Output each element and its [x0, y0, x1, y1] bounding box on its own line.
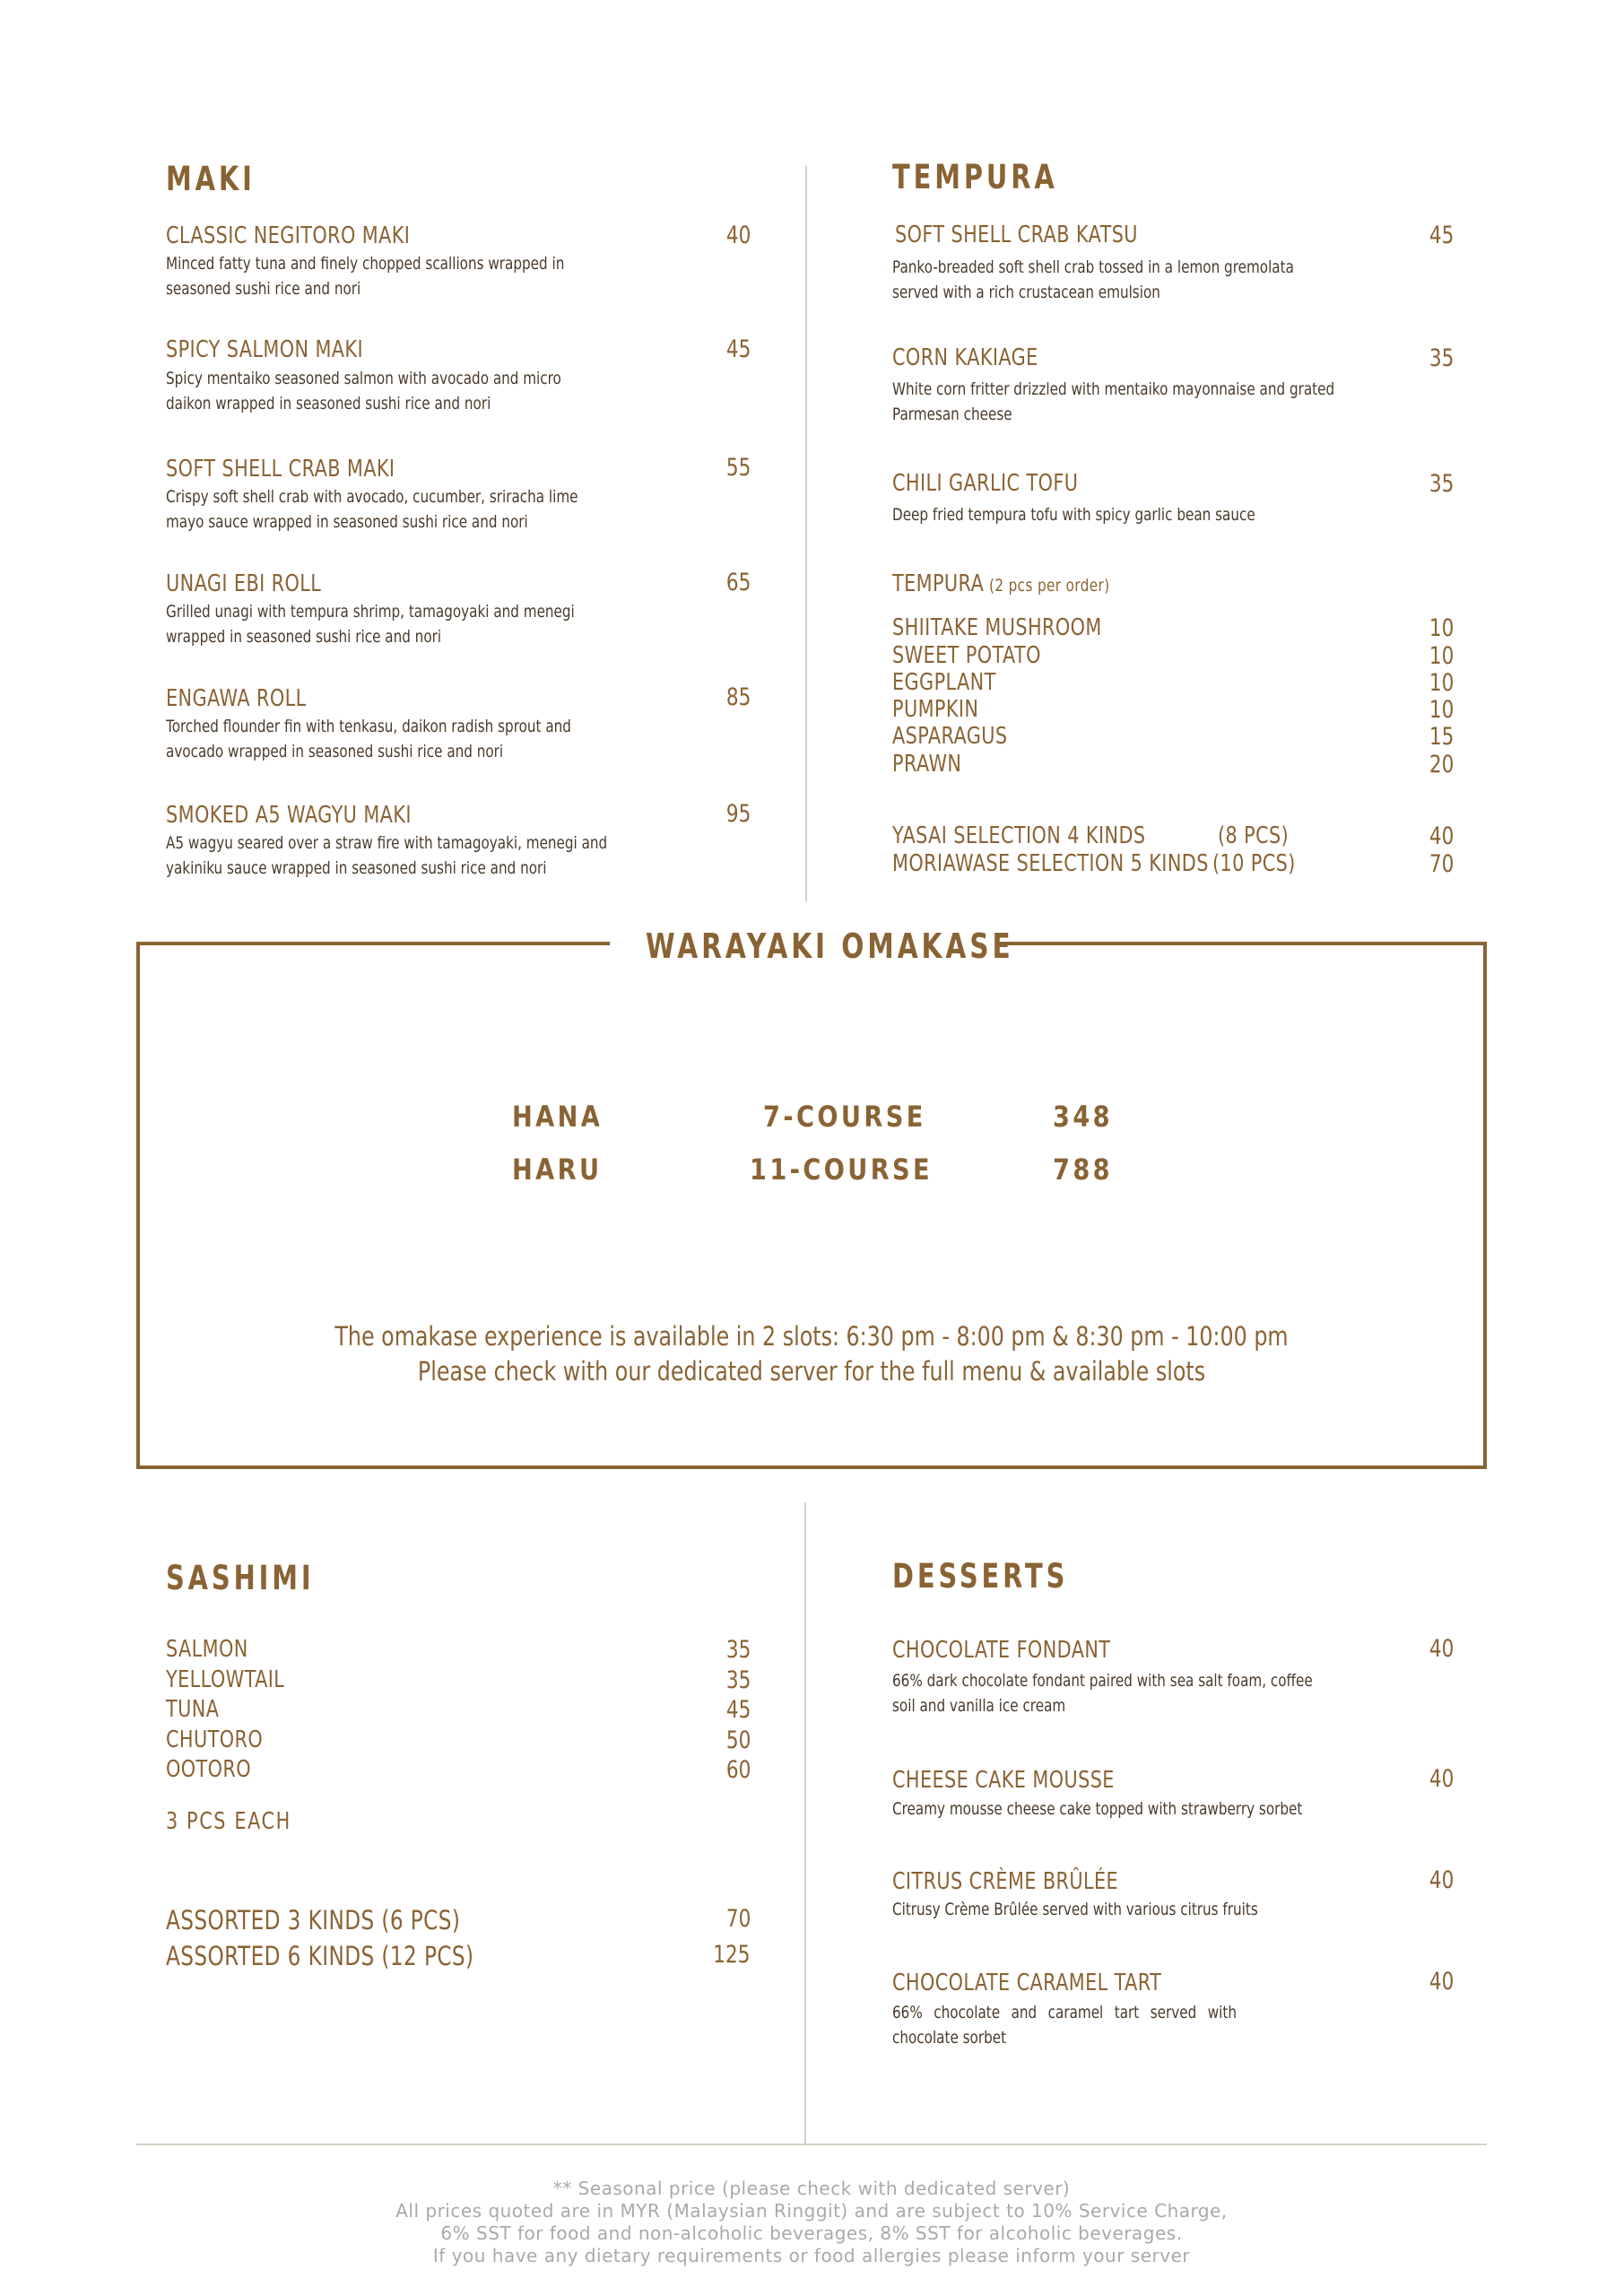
footer-seasonal-note: ** Seasonal price (please check with dedicated server) [552, 2178, 1071, 2199]
tempura-subsection-title [892, 570, 1140, 597]
omakase-note-slots: The omakase experience is available in 2 slots: 6:30 pm - 8:00 pm & 8:30 pm - 10:00 pm [334, 1321, 1289, 1352]
footer-allergy-note: If you have any dietary requirements or food allergies please inform your server [432, 2245, 1191, 2266]
maki-item-name: CLASSIC NEGITORO MAKI [166, 222, 411, 249]
maki-heading: MAKI [166, 160, 256, 198]
maki-item-description: A5 wagyu seared over a straw fire with tamagoyaki, menegi and yakiniku sauce wrapped in seasoned sushi rice and nori [166, 833, 608, 878]
tempura-set-pcs: (10 PCS) [1212, 850, 1296, 877]
tempura-item-name: CHILI GARLIC TOFU [892, 470, 1079, 497]
dessert-item-name: CHOCOLATE CARAMEL TART [892, 1970, 1162, 1996]
tempura-veg-price: 10 [1429, 614, 1454, 642]
tempura-subtitle: TEMPURA [892, 570, 985, 597]
bottom-column-divider [804, 1502, 806, 2144]
maki-item-description: Torched flounder fin with tenkasu, daikon radish sprout and avocado wrapped in seasoned sushi rice and nori [166, 717, 571, 761]
tempura-veg-name: ASPARAGUS [892, 723, 1008, 750]
sashimi-item-name: YELLOWTAIL [166, 1666, 285, 1693]
tempura-subtitle-note: (2 pcs per order) [989, 576, 1110, 596]
omakase-row-price: 348 [1053, 1100, 1113, 1134]
tempura-veg-name: SHIITAKE MUSHROOM [892, 614, 1102, 641]
maki-item-price: 55 [725, 454, 751, 482]
omakase-row-name: HARU [512, 1152, 603, 1187]
sashimi-item-price: 45 [725, 1696, 751, 1724]
maki-item-description: Spicy mentaiko seasoned salmon with avocado and micro daikon wrapped in seasoned sushi rice and nori [166, 369, 561, 413]
maki-item-description: Crispy soft shell crab with avocado, cucumber, sriracha lime mayo sauce wrapped in seasoned sushi rice and nori [166, 487, 578, 532]
sashimi-assorted-name: ASSORTED 3 KINDS (6 PCS) [166, 1905, 461, 1935]
dessert-item-price: 40 [1429, 1968, 1454, 1996]
dessert-item-price: 40 [1429, 1765, 1454, 1793]
dessert-item-name: CITRUS CRÈME BRÛLÉE [892, 1868, 1119, 1895]
omakase-row-name: HANA [512, 1100, 604, 1134]
tempura-veg-price: 20 [1429, 751, 1454, 778]
sashimi-assorted-name: ASSORTED 6 KINDS (12 PCS) [166, 1941, 474, 1971]
tempura-veg-name: PUMPKIN [892, 696, 979, 723]
tempura-heading: TEMPURA [892, 158, 1058, 196]
dessert-item-description: 66% chocolate and caramel tart served with chocolate sorbet [892, 2003, 1237, 2048]
omakase-row-course: 7-COURSE [763, 1100, 926, 1134]
maki-item-price: 65 [725, 569, 751, 596]
tempura-veg-name: PRAWN [892, 751, 962, 778]
footer-sst-note: 6% SST for food and non-alcoholic beverages, 8% SST for alcoholic beverages. [440, 2222, 1183, 2244]
maki-item-price: 85 [725, 683, 751, 711]
sashimi-item-price: 60 [725, 1756, 751, 1784]
omakase-box [136, 942, 1487, 1469]
desserts-heading: DESSERTS [892, 1557, 1069, 1596]
sashimi-each-note: 3 PCS EACH [166, 1808, 291, 1835]
maki-item-price: 40 [725, 222, 751, 249]
dessert-item-price: 40 [1429, 1866, 1454, 1894]
maki-item-description: Minced fatty tuna and finely chopped scallions wrapped in seasoned sushi rice and nori [166, 254, 565, 299]
tempura-item-description: Deep fried tempura tofu with spicy garlic bean sauce [892, 505, 1255, 525]
tempura-item-price: 45 [1429, 222, 1454, 249]
sashimi-heading: SASHIMI [166, 1559, 315, 1597]
tempura-veg-name: EGGPLANT [892, 669, 996, 696]
footer-price-note: All prices quoted are in MYR (Malaysian Ringgit) and are subject to 10% Service Charge, [395, 2200, 1228, 2222]
sashimi-assorted-price: 125 [713, 1941, 751, 1969]
maki-item-name: SOFT SHELL CRAB MAKI [166, 456, 395, 483]
tempura-veg-price: 10 [1429, 669, 1454, 697]
dessert-item-price: 40 [1429, 1635, 1454, 1663]
maki-item-name: UNAGI EBI ROLL [166, 570, 322, 597]
tempura-item-price: 35 [1429, 470, 1454, 498]
tempura-veg-name: SWEET POTATO [892, 642, 1041, 669]
dessert-item-description: Creamy mousse cheese cake topped with strawberry sorbet [892, 1799, 1303, 1819]
maki-item-name: SMOKED A5 WAGYU MAKI [166, 802, 412, 829]
maki-item-price: 95 [725, 800, 751, 828]
sashimi-item-name: OOTORO [166, 1756, 252, 1783]
maki-item-price: 45 [725, 335, 751, 363]
tempura-set-name: YASAI SELECTION 4 KINDS [892, 822, 1146, 849]
dessert-item-name: CHOCOLATE FONDANT [892, 1637, 1111, 1664]
sashimi-item-price: 35 [725, 1636, 751, 1664]
dessert-item-description: Citrusy Crème Brûlée served with various citrus fruits [892, 1900, 1258, 1919]
sashimi-assorted-price: 70 [725, 1905, 751, 1933]
dessert-item-description: 66% dark chocolate fondant paired with sea salt foam, coffee soil and vanilla ice cream [892, 1671, 1313, 1716]
maki-item-description: Grilled unagi with tempura shrimp, tamagoyaki and menegi wrapped in seasoned sushi rice and nori [166, 602, 575, 647]
omakase-note-server: Please check with our dedicated server for the full menu & available slots [417, 1356, 1206, 1387]
sashimi-item-name: TUNA [166, 1696, 220, 1723]
tempura-item-price: 35 [1429, 344, 1454, 372]
sashimi-item-price: 50 [725, 1726, 751, 1754]
top-column-divider [805, 166, 807, 901]
omakase-row-price: 788 [1053, 1152, 1113, 1187]
tempura-veg-price: 10 [1429, 642, 1454, 670]
sashimi-item-name: SALMON [166, 1636, 248, 1663]
dessert-item-name: CHEESE CAKE MOUSSE [892, 1767, 1115, 1794]
tempura-veg-price: 10 [1429, 696, 1454, 724]
tempura-set-pcs: (8 PCS) [1218, 822, 1290, 849]
tempura-set-price: 40 [1429, 822, 1454, 850]
omakase-heading: WARAYAKI OMAKASE [646, 926, 1014, 966]
tempura-item-description: White corn fritter drizzled with mentaiko mayonnaise and grated Parmesan cheese [892, 379, 1335, 424]
tempura-set-name: MORIAWASE SELECTION 5 KINDS [892, 850, 1209, 877]
maki-item-name: ENGAWA ROLL [166, 685, 307, 712]
tempura-set-price: 70 [1429, 850, 1454, 878]
footer-divider [136, 2144, 1487, 2145]
maki-item-name: SPICY SALMON MAKI [166, 336, 363, 363]
tempura-item-description: Panko-breaded soft shell crab tossed in a lemon gremolata served with a rich crustacean emulsion [892, 257, 1294, 302]
tempura-veg-price: 15 [1429, 723, 1454, 751]
tempura-item-name: SOFT SHELL CRAB KATSU [895, 222, 1138, 248]
sashimi-item-name: CHUTORO [166, 1726, 264, 1753]
tempura-item-name: CORN KAKIAGE [892, 344, 1038, 371]
sashimi-item-price: 35 [725, 1666, 751, 1694]
omakase-row-course: 11-COURSE [750, 1152, 934, 1187]
